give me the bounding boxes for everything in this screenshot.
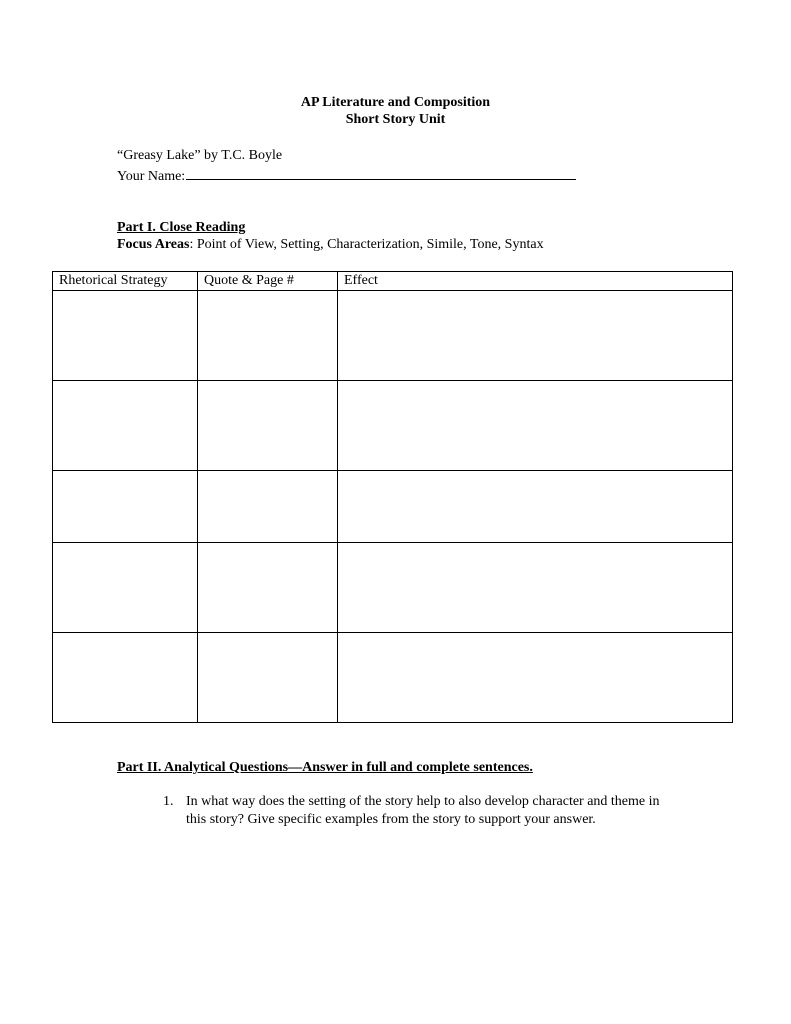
part1-title: Part I. Close Reading [117,220,246,235]
header-rhetorical-strategy: Rhetorical Strategy [53,272,198,291]
question-text: In what way does the setting of the story help to also develop character and theme in this story? Give specific examples from the story to support your answer. [186,794,660,827]
story-info [117,146,576,186]
effect-cell[interactable] [338,543,733,633]
close-reading-table [52,271,733,723]
table-header-row [53,272,733,291]
table-row [53,543,733,633]
effect-cell[interactable] [338,471,733,543]
header-effect: Effect [338,272,733,291]
part1-section [117,219,544,253]
strategy-cell[interactable] [53,291,198,381]
story-title: “Greasy Lake” by T.C. Boyle [117,148,283,163]
effect-cell[interactable] [338,633,733,723]
question-item [163,793,663,829]
quote-cell[interactable] [198,543,338,633]
strategy-cell[interactable] [53,471,198,543]
table-row [53,633,733,723]
document-header [0,94,791,128]
strategy-cell[interactable] [53,633,198,723]
strategy-cell[interactable] [53,543,198,633]
quote-cell[interactable] [198,291,338,381]
unit-title: Short Story Unit [345,112,446,127]
table-row [53,471,733,543]
quote-cell[interactable] [198,633,338,723]
focus-areas-label: Focus Areas [117,237,190,252]
focus-areas [117,236,544,253]
name-label: Your Name: [117,169,186,184]
course-title: AP Literature and Composition [300,95,491,110]
focus-areas-list: : Point of View, Setting, Characterization, Simile, Tone, Syntax [189,237,544,252]
question-number: 1. [163,794,174,809]
effect-cell[interactable] [338,291,733,381]
name-row [117,165,576,186]
strategy-cell[interactable] [53,381,198,471]
effect-cell[interactable] [338,381,733,471]
name-blank-line[interactable] [186,165,576,180]
header-quote-page: Quote & Page # [198,272,338,291]
part2-title: Part II. Analytical Questions—Answer in full and complete sentences. [117,760,533,775]
quote-cell[interactable] [198,381,338,471]
quote-cell[interactable] [198,471,338,543]
table-row [53,291,733,381]
table-row [53,381,733,471]
